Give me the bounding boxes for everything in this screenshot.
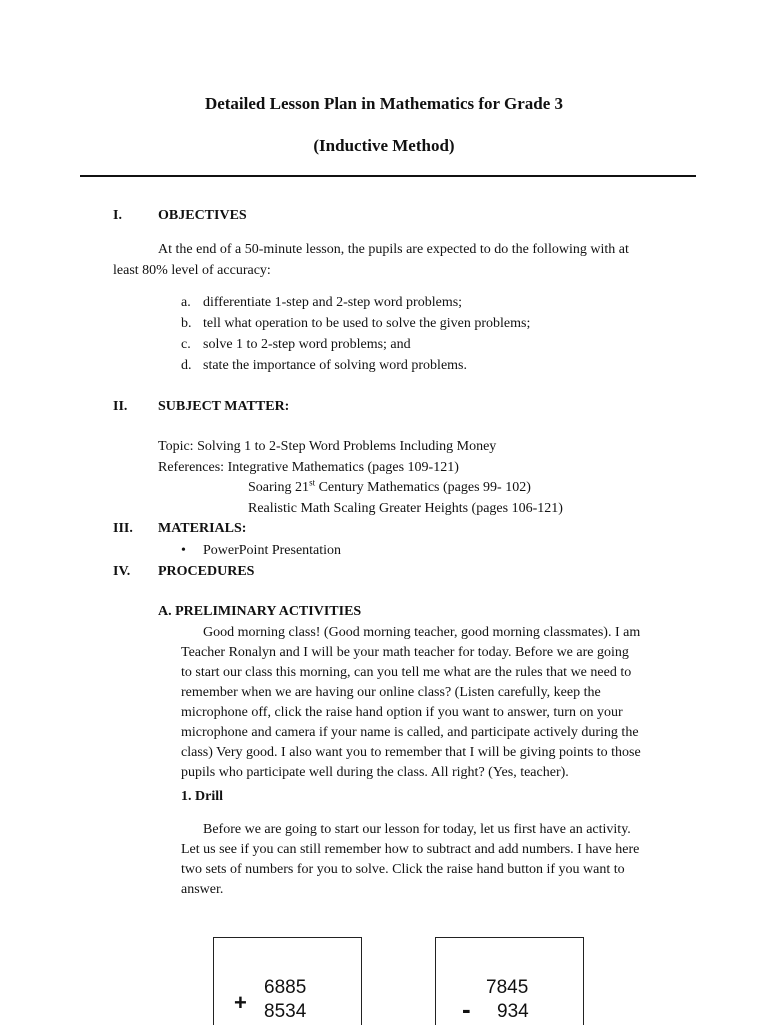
drill-top-number: 7845	[486, 977, 529, 998]
procedures-number: IV.	[113, 564, 131, 579]
document-title: Detailed Lesson Plan in Mathematics for Grade 3	[204, 94, 564, 113]
objective-item	[181, 356, 467, 376]
objective-item	[181, 314, 530, 334]
subtraction-drill-card	[435, 937, 584, 1025]
bullet-icon: •	[181, 543, 186, 558]
paragraph-line: answer.	[181, 882, 224, 897]
objectives-intro-line1: At the end of a 50-minute lesson, the pupils are expected to do the following with at	[158, 242, 629, 257]
paragraph-line: pupils who participate well during the class. All right? (Yes, teacher).	[181, 765, 569, 780]
objective-item	[181, 335, 411, 355]
objective-text: differentiate 1-step and 2-step word problems;	[203, 295, 463, 310]
objective-letter: b.	[181, 316, 192, 331]
paragraph-line: remember when we are having our online class? (Listen carefully, keep the	[181, 685, 601, 700]
preliminary-paragraph	[181, 623, 677, 783]
objective-text: solve 1 to 2-step word problems; and	[203, 337, 411, 352]
drill-heading: 1. Drill	[181, 789, 223, 804]
objective-letter: d.	[181, 358, 192, 373]
paragraph-line: Let us see if you can still remember how to subtract and add numbers. I have here	[181, 842, 640, 857]
topic-line: Topic: Solving 1 to 2-Step Word Problems Including Money	[158, 439, 497, 454]
materials-item	[181, 541, 341, 561]
objectives-heading: OBJECTIVES	[158, 208, 247, 223]
paragraph-line: Teacher Ronalyn and I will be your math teacher for today. Before we are going	[181, 645, 629, 660]
subject-matter-heading: SUBJECT MATTER:	[158, 399, 290, 414]
objectives-number: I.	[113, 208, 122, 223]
paragraph-line: microphone off, click the raise hand option if you want to answer, turn on your	[181, 705, 623, 720]
paragraph-line: Before we are going to start our lesson for today, let us first have an activity.	[203, 822, 631, 837]
drill-bottom-number: 934	[497, 1001, 529, 1022]
procedures-heading: PROCEDURES	[158, 564, 255, 579]
paragraph-line: to start our class this morning, can you tell me what are the rules that we need to	[181, 665, 632, 680]
paragraph-line: two sets of numbers for you to solve. Click the raise hand button if you want to	[181, 862, 625, 877]
drill-bottom-number: 8534	[264, 1001, 307, 1022]
paragraph-line: class) Very good. I also want you to remember that I will be giving points to those	[181, 745, 641, 760]
materials-heading: MATERIALS:	[158, 521, 247, 536]
subject-matter-number: II.	[113, 399, 128, 414]
objective-text: state the importance of solving word problems.	[203, 358, 467, 373]
reference-soaring-post: Century Mathematics (pages 99- 102)	[315, 480, 531, 495]
objective-letter: c.	[181, 337, 191, 352]
objective-letter: a.	[181, 295, 191, 310]
preliminary-activities-heading: A. PRELIMINARY ACTIVITIES	[158, 604, 362, 619]
reference-realistic: Realistic Math Scaling Greater Heights (pages 106-121)	[248, 501, 563, 516]
addition-drill-card	[213, 937, 362, 1025]
minus-icon: -	[462, 994, 471, 1024]
reference-soaring-sup: st	[309, 477, 316, 488]
title-divider	[80, 175, 696, 177]
paragraph-line: microphone and camera if your name is called, and participate actively during the	[181, 725, 639, 740]
objective-item	[181, 293, 462, 313]
document-subtitle: (Inductive Method)	[313, 136, 455, 155]
paragraph-line: Good morning class! (Good morning teacher, good morning classmates). I am	[203, 625, 641, 640]
objectives-intro-line2: least 80% level of accuracy:	[113, 263, 271, 278]
references-line: References: Integrative Mathematics (pages 109-121)	[158, 460, 459, 475]
materials-number: III.	[113, 521, 133, 536]
materials-item-text: PowerPoint Presentation	[203, 543, 342, 558]
reference-soaring-pre: Soaring 21	[248, 480, 310, 495]
reference-soaring	[248, 478, 531, 498]
drill-paragraph	[181, 820, 677, 900]
plus-icon: +	[234, 990, 247, 1015]
drill-top-number: 6885	[264, 977, 307, 998]
objective-text: tell what operation to be used to solve the given problems;	[203, 316, 531, 331]
